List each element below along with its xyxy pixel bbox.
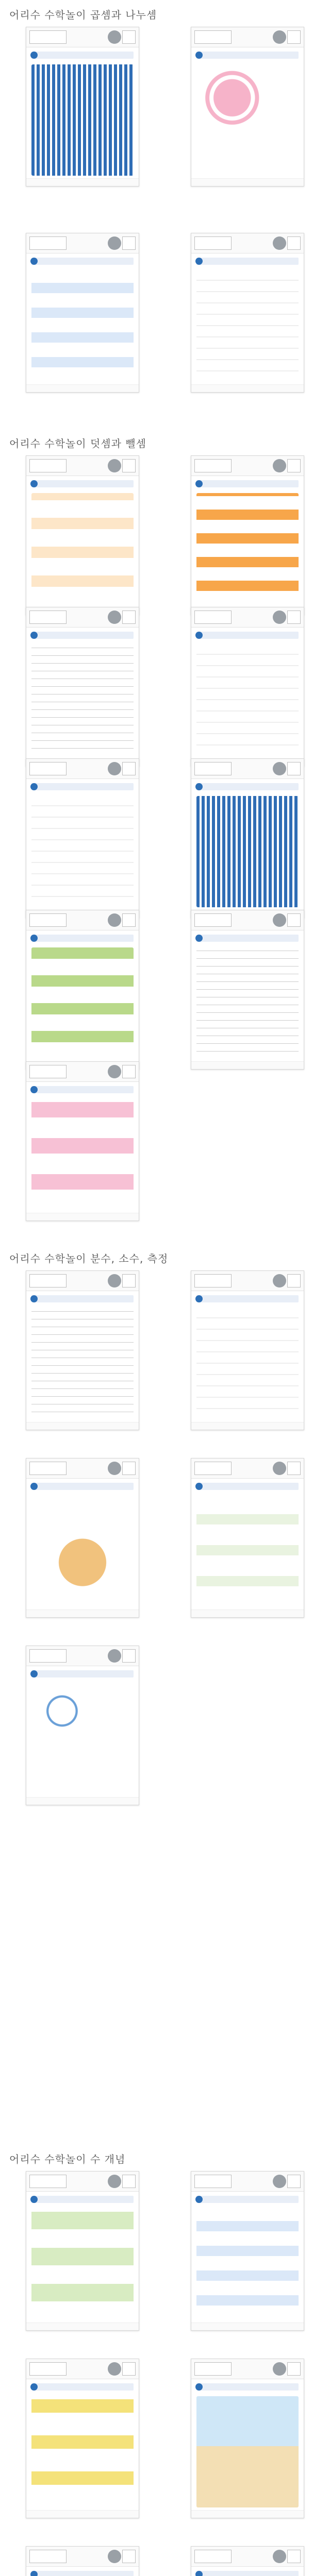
worksheet-content xyxy=(196,645,299,756)
worksheet-thumbnail[interactable] xyxy=(191,233,304,393)
worksheet-header xyxy=(191,910,304,930)
worksheet-header xyxy=(191,1459,304,1479)
section-title-addition-subtraction: 어리수 수학놀이 덧셈과 뺄셈 xyxy=(9,437,146,450)
mascot-icon xyxy=(108,1649,121,1663)
worksheet-header xyxy=(191,2172,304,2192)
worksheet-header xyxy=(26,759,139,779)
worksheet-thumbnail[interactable] xyxy=(191,607,304,767)
worksheet-content xyxy=(31,947,134,1059)
mascot-icon xyxy=(108,1065,121,1078)
instruction-bar xyxy=(31,2383,134,2391)
worksheet-header xyxy=(26,1271,139,1291)
instruction-bar xyxy=(31,2571,134,2576)
instruction-bar xyxy=(31,1670,134,1677)
worksheet-content xyxy=(196,1308,299,1419)
worksheet-header xyxy=(26,1646,139,1666)
worksheet-thumbnail[interactable] xyxy=(191,2546,304,2576)
worksheet-content xyxy=(196,2396,299,2507)
worksheet-header xyxy=(191,607,304,628)
instruction-bar xyxy=(196,258,299,265)
instruction-bar xyxy=(31,480,134,487)
worksheet-header xyxy=(26,456,139,476)
mascot-icon xyxy=(273,611,286,624)
worksheet-thumbnail[interactable] xyxy=(191,1270,304,1430)
worksheet-header xyxy=(191,2359,304,2379)
worksheet-header xyxy=(191,233,304,253)
worksheet-header xyxy=(26,2359,139,2379)
worksheet-thumbnail[interactable] xyxy=(26,1646,139,1805)
mascot-icon xyxy=(108,2362,121,2376)
instruction-bar xyxy=(196,783,299,790)
mascot-icon xyxy=(108,2550,121,2563)
instruction-bar xyxy=(31,632,134,639)
mascot-icon xyxy=(108,2175,121,2188)
worksheet-content xyxy=(31,64,134,176)
instruction-bar xyxy=(196,632,299,639)
mascot-icon xyxy=(273,236,286,250)
worksheet-thumbnail[interactable] xyxy=(191,1458,304,1618)
instruction-bar xyxy=(196,1483,299,1490)
instruction-bar xyxy=(196,52,299,59)
instruction-bar xyxy=(31,783,134,790)
instruction-bar xyxy=(31,2196,134,2203)
worksheet-thumbnail[interactable] xyxy=(26,2546,139,2576)
instruction-bar xyxy=(196,1295,299,1302)
worksheet-content xyxy=(31,1683,134,1794)
worksheet-content xyxy=(31,1099,134,1210)
worksheet-thumbnail[interactable] xyxy=(191,910,304,1070)
mascot-icon xyxy=(108,236,121,250)
worksheet-content xyxy=(196,2209,299,2320)
worksheet-thumbnail[interactable] xyxy=(26,233,139,393)
worksheet-content xyxy=(196,947,299,1059)
worksheet-header xyxy=(26,910,139,930)
worksheet-content xyxy=(196,493,299,604)
mascot-icon xyxy=(108,1462,121,1475)
worksheet-thumbnail[interactable] xyxy=(26,455,139,615)
worksheet-header xyxy=(26,2547,139,2567)
mascot-icon xyxy=(273,762,286,775)
worksheet-thumbnail[interactable] xyxy=(26,1458,139,1618)
worksheet-thumbnail[interactable] xyxy=(26,607,139,767)
mascot-icon xyxy=(273,459,286,472)
worksheet-header xyxy=(191,759,304,779)
instruction-bar xyxy=(31,935,134,942)
instruction-bar xyxy=(196,2383,299,2391)
mascot-icon xyxy=(273,30,286,44)
worksheet-content xyxy=(31,270,134,382)
worksheet-header xyxy=(191,1271,304,1291)
worksheet-header xyxy=(26,1459,139,1479)
worksheet-content xyxy=(196,1496,299,1607)
worksheet-content xyxy=(196,64,299,176)
worksheet-thumbnail[interactable] xyxy=(26,1270,139,1430)
instruction-bar xyxy=(196,2196,299,2203)
instruction-bar xyxy=(31,1295,134,1302)
worksheet-header xyxy=(26,607,139,628)
instruction-bar xyxy=(196,480,299,487)
section-title-number-concept: 어리수 수학놀이 수 개념 xyxy=(9,2153,126,2165)
worksheet-header xyxy=(26,27,139,47)
mascot-icon xyxy=(273,2550,286,2563)
worksheet-content xyxy=(31,645,134,756)
mascot-icon xyxy=(108,611,121,624)
mascot-icon xyxy=(273,1274,286,1287)
worksheet-header xyxy=(26,1062,139,1082)
mascot-icon xyxy=(273,2175,286,2188)
worksheet-content xyxy=(196,796,299,907)
section-title-multiplication-division: 어리수 수학놀이 곱셈과 나누셈 xyxy=(9,9,157,21)
instruction-bar xyxy=(31,1483,134,1490)
worksheet-header xyxy=(26,2172,139,2192)
mascot-icon xyxy=(273,2362,286,2376)
mascot-icon xyxy=(108,30,121,44)
worksheet-content xyxy=(31,796,134,907)
mascot-icon xyxy=(273,1462,286,1475)
worksheet-thumbnail[interactable] xyxy=(26,1061,139,1221)
worksheet-thumbnail[interactable] xyxy=(191,455,304,615)
worksheet-content xyxy=(31,493,134,604)
worksheet-thumbnail[interactable] xyxy=(26,2359,139,2518)
mascot-icon xyxy=(108,1274,121,1287)
worksheet-content xyxy=(31,2396,134,2507)
worksheet-header xyxy=(191,27,304,47)
worksheet-thumbnail[interactable] xyxy=(191,2171,304,2331)
mascot-icon xyxy=(273,913,286,927)
worksheet-content xyxy=(31,1308,134,1419)
mascot-icon xyxy=(108,913,121,927)
mascot-icon xyxy=(108,762,121,775)
worksheet-thumbnail[interactable] xyxy=(26,27,139,187)
instruction-bar xyxy=(31,52,134,59)
section-title-fraction-decimal-measurement: 어리수 수학놀이 분수, 소수, 측정 xyxy=(9,1252,169,1265)
worksheet-thumbnail[interactable] xyxy=(191,2359,304,2518)
worksheet-content xyxy=(196,270,299,382)
worksheet-content xyxy=(31,2209,134,2320)
worksheet-thumbnail[interactable] xyxy=(191,758,304,918)
instruction-bar xyxy=(31,1086,134,1093)
worksheet-thumbnail[interactable] xyxy=(26,758,139,918)
instruction-bar xyxy=(196,2571,299,2576)
worksheet-header xyxy=(191,2547,304,2567)
worksheet-thumbnail[interactable] xyxy=(191,27,304,187)
worksheet-header xyxy=(26,233,139,253)
instruction-bar xyxy=(31,258,134,265)
worksheet-header xyxy=(191,456,304,476)
worksheet-thumbnail[interactable] xyxy=(26,2171,139,2331)
worksheet-thumbnail[interactable] xyxy=(26,910,139,1070)
mascot-icon xyxy=(108,459,121,472)
instruction-bar xyxy=(196,935,299,942)
worksheet-content xyxy=(31,1496,134,1607)
